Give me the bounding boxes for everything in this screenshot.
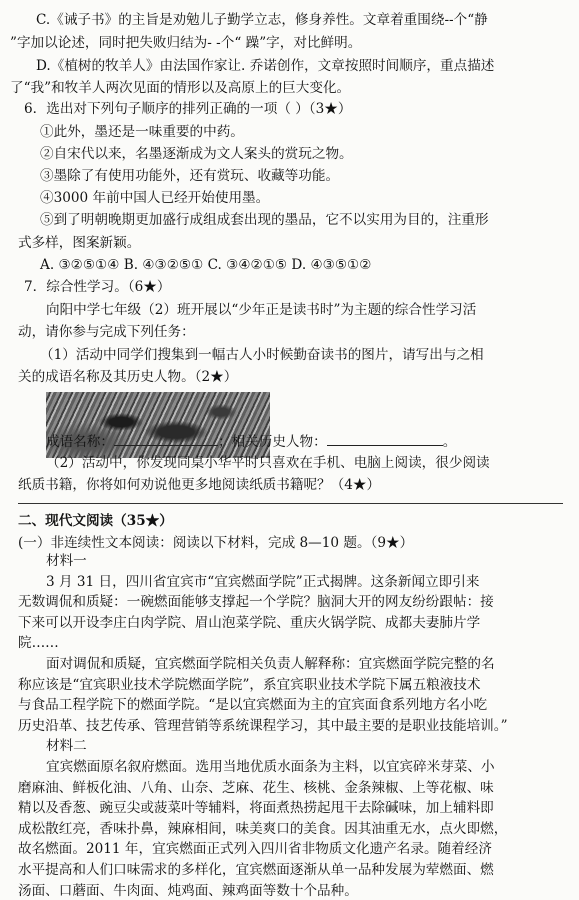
material-1-p1-line-1: 3 月 31 日，四川省宜宾市“宜宾燃面学院”正式揭牌。这条新闻立即引来 — [46, 573, 480, 590]
sentence-3: ③墨除了有使用功能外，还有赏玩、收藏等功能。 — [40, 168, 340, 184]
material-2-line-6: 水平提高和人们口味需求的多样化，宜宾燃面逐渐从单一品种发展为荤燃面、燃 — [18, 862, 494, 878]
question-6: 6．选出对下列句子顺序的排列正确的一项（ ）（3★） — [24, 101, 352, 117]
option-d-line-2: 了“我”和牧羊人两次见面的情形以及高原上的巨大变化。 — [10, 80, 351, 96]
material-2-label: 材料二 — [46, 738, 87, 755]
idiom-blank[interactable] — [114, 433, 218, 446]
figure-blank[interactable] — [327, 433, 443, 446]
sentence-5-line-1: ⑤到了明朝晚期更加盛行成组成套出现的墨品，它不以实用为目的，注重形 — [40, 212, 489, 228]
task-1-line-1-visible: （1）活动中同学们搜集到一幅古人小时候勤奋读书的图片，请写出与之相 — [40, 347, 484, 363]
material-1-p1-line-2: 无数调侃和质疑：一碗燃面能够支撑起一个学院？脑洞大开的网友纷纷跟帖：接 — [18, 594, 494, 611]
sentence-1: ①此外，墨还是一味重要的中药。 — [40, 124, 244, 140]
question-7-intro-1: 向阳中学七年级（2）班开展以“少年正是读书时”为主题的综合性学习活 — [46, 302, 477, 318]
material-1-p2-line-3: 与食品工程学院下的燃面学院。“是以宜宾燃面为主的宜宾面食系列地方名小吃 — [18, 697, 488, 714]
task-2-line-1: （2）活动中，你发现同桌小华平时只喜欢在手机、电脑上阅读，很少阅读 — [46, 455, 490, 471]
figure-label: ；相关历史人物： — [217, 434, 327, 450]
sentence-5-line-2: 式多样，图案新颖。 — [18, 235, 141, 251]
subsection-1-heading: (一）非连续性文本阅读：阅读以下材料，完成 8—10 题。（9★） — [18, 535, 414, 551]
section-2-heading: 二、现代文阅读（35★） — [18, 513, 173, 529]
idiom-label: 成语名称： — [46, 434, 114, 450]
material-2-line-3: 精以及香葱、豌豆尖或菠菜叶等辅料，将面煮热捞起甩干去除碱味，加上辅料即 — [18, 800, 494, 817]
question-7: 7．综合性学习。（6★） — [24, 279, 171, 295]
task-2-line-2: 纸质书籍，你将如何劝说他更多地阅读纸质书籍呢？（4★） — [18, 477, 381, 493]
material-2-line-4: 成松散红亮，香味扑鼻，辣麻相间，味美爽口的美食。因其油重无水，点火即燃， — [18, 820, 508, 837]
sentence-4: ④3000 年前中国人已经开始使用墨。 — [40, 190, 270, 206]
material-2-line-5: 故名燃面。2011 年，宜宾燃面正式列入四川省非物质文化遗产名录。随着经济 — [18, 841, 492, 858]
sentence-2: ②自宋代以来，名墨逐渐成为文人案头的赏玩之物。 — [40, 146, 353, 162]
figure-end: 。 — [442, 434, 457, 450]
task-1-line-2: 关的成语名称及其历史人物。（2★） — [18, 369, 238, 385]
material-2-line-2: 磨麻油、鲜板化油、八角、山奈、芝麻、花生、核桃、金条辣椒、上等花椒、味 — [18, 779, 494, 796]
material-1-p2-line-1: 面对调侃和质疑，宜宾燃面学院相关负责人解释称：宜宾燃面学院完整的名 — [46, 656, 495, 672]
option-c-line-1: C.《诫子书》的主旨是劝勉儿子勤学立志，修身养性。文章着重围绕--个“静 — [36, 12, 488, 28]
material-2-line-1: 宜宾燃面原名叙府燃面。选用当地优质水面条为主料，以宜宾碎米芽菜、小 — [46, 759, 495, 775]
option-d-line-1: D.《植树的牧羊人》由法国作家让. 乔诺创作，文章按照时间顺序，重点描述 — [36, 58, 495, 74]
option-c-line-2: ”字加以论述，同时把失败归结为- -个“ 躁”字，对比鲜明。 — [10, 35, 362, 51]
material-1-p2-line-4: 历史沿革、技艺传承、管理营销等系统课程学习，其中最主要的是职业技能培训。” — [18, 717, 508, 734]
material-1-p1-line-4: 院…… — [18, 635, 59, 652]
question-6-options: A. ③②⑤①④ B. ④③②⑤① C. ③④②①⑤ D. ④③⑤①② — [40, 257, 372, 273]
material-2-line-7: 汤面、口蘑面、牛肉面、炖鸡面、辣鸡面等数十个品种。 — [18, 882, 358, 899]
material-1-label: 材料一 — [46, 553, 87, 569]
material-1-p1-line-3: 下来可以开设李庄白肉学院、眉山泡菜学院、重庆火锅学院、成都夫妻肺片学 — [18, 614, 481, 631]
material-1-p2-line-2: 称应该是“宜宾职业技术学院燃面学院”，系宜宾职业技术学院下属五粮液技术 — [18, 676, 481, 693]
question-7-intro-2: 动，请你参与完成下列任务： — [18, 324, 195, 340]
idiom-answer-row — [46, 433, 456, 451]
section-divider — [18, 503, 563, 504]
